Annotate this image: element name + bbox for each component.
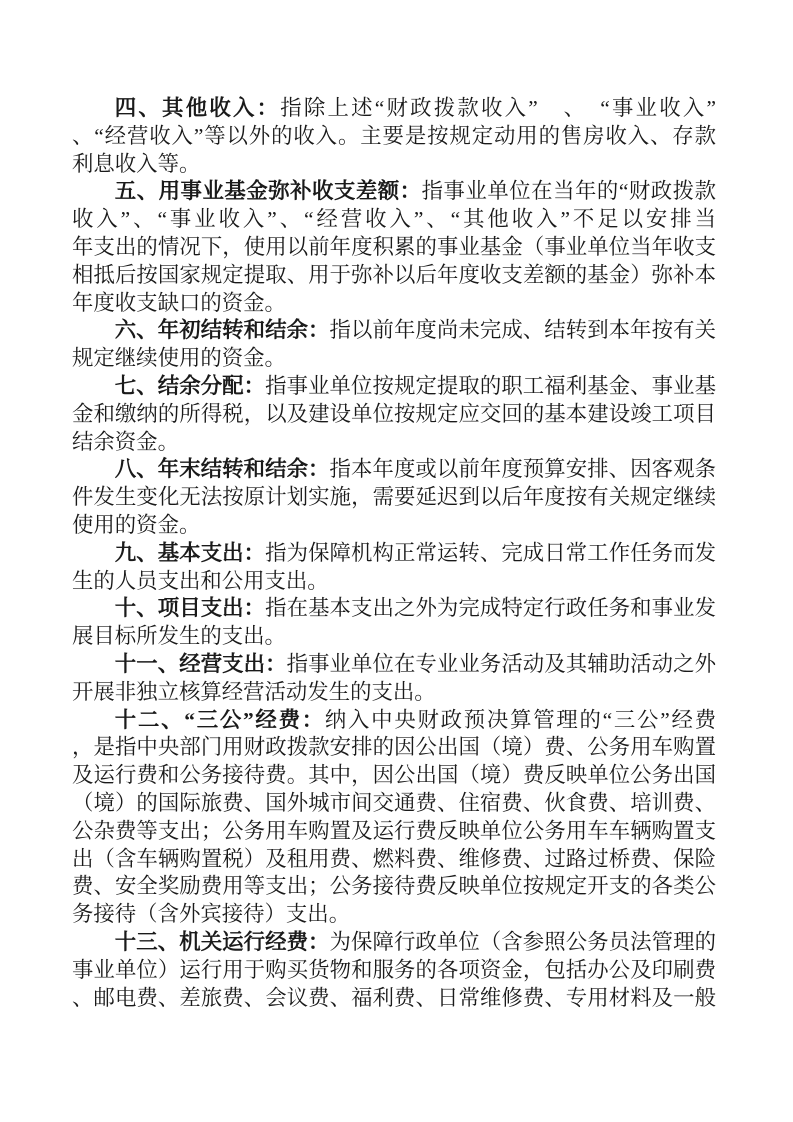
paragraph-item-8-line-1: 八、年末结转和结余：指本年度或以前年度预算安排、因客观条 — [114, 457, 716, 482]
paragraph-item-8-line-3: 使用的资金。 — [72, 512, 201, 537]
term-heading-item-7: 七、结余分配： — [114, 373, 266, 398]
paragraph-item-6-line-1: 六、年初结转和结余：指以前年度尚未完成、结转到本年按有关 — [114, 318, 716, 343]
paragraph-item-13-line-1: 十三、机关运行经费：为保障行政单位（含参照公务员法管理的 — [114, 929, 716, 954]
paragraph-item-10-line-2: 展目标所发生的支出。 — [72, 624, 286, 649]
paragraph-item-4-line-1: 四、其他收入：指除上述“财政拨款收入” 、 “事业收入” — [114, 96, 716, 120]
term-heading-item-5: 五、用事业基金弥补收支差额： — [114, 179, 422, 204]
paragraph-item-8-line-2: 件发生变化无法按原计划实施，需要延迟到以后年度按有关规定继续 — [72, 485, 716, 510]
term-heading-item-13: 十三、机关运行经费： — [114, 929, 330, 954]
paragraph-item-9-line-1: 九、基本支出：指为保障机构正常运转、完成日常工作任务而发 — [114, 540, 716, 565]
paragraph-item-5-line-3: 年支出的情况下，使用以前年度积累的事业基金（事业单位当年收支 — [72, 234, 716, 259]
paragraph-item-10-line-1: 十、项目支出：指在基本支出之外为完成特定行政任务和事业发 — [114, 596, 716, 621]
paragraph-item-4-line-2: 、“经营收入”等以外的收入。主要是按规定动用的售房收入、存款 — [72, 123, 716, 148]
paragraph-item-12-line-3: 及运行费和公务接待费。其中，因公出国（境）费反映单位公务出国 — [72, 763, 716, 788]
term-heading-item-4: 四、其他收入： — [114, 96, 281, 120]
paragraph-item-5-line-4: 相抵后按国家规定提取、用于弥补以后年度收支差额的基金）弥补本 — [72, 262, 716, 287]
term-heading-item-10: 十、项目支出： — [114, 596, 266, 621]
paragraph-item-5-line-1: 五、用事业基金弥补收支差额：指事业单位在当年的“财政拨款 — [114, 179, 716, 204]
paragraph-item-5-line-5: 年度收支缺口的资金。 — [72, 290, 286, 315]
paragraph-item-4-line-3: 利息收入等。 — [72, 151, 201, 176]
paragraph-item-12-line-6: 出（含车辆购置税）及租用费、燃料费、维修费、过路过桥费、保险 — [72, 846, 716, 871]
paragraph-item-13-line-3: 、邮电费、差旅费、会议费、福利费、日常维修费、专用材料及一般 — [72, 985, 716, 1010]
paragraph-item-12-line-2: ，是指中央部门用财政拨款安排的因公出国（境）费、公务用车购置 — [72, 735, 716, 760]
paragraph-item-13-line-2: 事业单位）运行用于购买货物和服务的各项资金，包括办公及印刷费 — [72, 957, 716, 982]
paragraph-item-12-line-8: 务接待（含外宾接待）支出。 — [72, 902, 351, 927]
paragraph-item-7-line-1: 七、结余分配：指事业单位按规定提取的职工福利基金、事业基 — [114, 373, 716, 398]
paragraph-item-7-line-2: 金和缴纳的所得税，以及建设单位按规定应交回的基本建设竣工项目 — [72, 401, 716, 426]
paragraph-item-12-line-7: 费、安全奖励费用等支出；公务接待费反映单位按规定开支的各类公 — [72, 874, 716, 899]
term-heading-item-6: 六、年初结转和结余： — [114, 318, 330, 343]
paragraph-item-11-line-2: 开展非独立核算经营活动发生的支出。 — [72, 679, 436, 704]
paragraph-item-12-line-1: 十二、“三公”经费：纳入中央财政预决算管理的“三公”经费 — [114, 707, 716, 732]
paragraph-item-12-line-4: （境）的国际旅费、国外城市间交通费、住宿费、伙食费、培训费、 — [72, 790, 716, 815]
paragraph-item-11-line-1: 十一、经营支出：指事业单位在专业业务活动及其辅助活动之外 — [114, 651, 716, 676]
term-heading-item-8: 八、年末结转和结余： — [114, 457, 330, 482]
paragraph-item-12-line-5: 公杂费等支出；公务用车购置及运行费反映单位公务用车车辆购置支 — [72, 818, 716, 843]
term-heading-item-12: 十二、“三公”经费： — [114, 707, 325, 732]
term-heading-item-11: 十一、经营支出： — [114, 651, 287, 676]
document-text-block — [72, 95, 716, 1012]
paragraph-item-9-line-2: 生的人员支出和公用支出。 — [72, 568, 329, 593]
paragraph-item-6-line-2: 规定继续使用的资金。 — [72, 346, 286, 371]
term-heading-item-9: 九、基本支出： — [114, 540, 266, 565]
paragraph-item-7-line-3: 结余资金。 — [72, 429, 179, 454]
paragraph-item-5-line-2: 收入”、“事业收入”、“经营收入”、“其他收入”不足以安排当 — [72, 207, 716, 232]
